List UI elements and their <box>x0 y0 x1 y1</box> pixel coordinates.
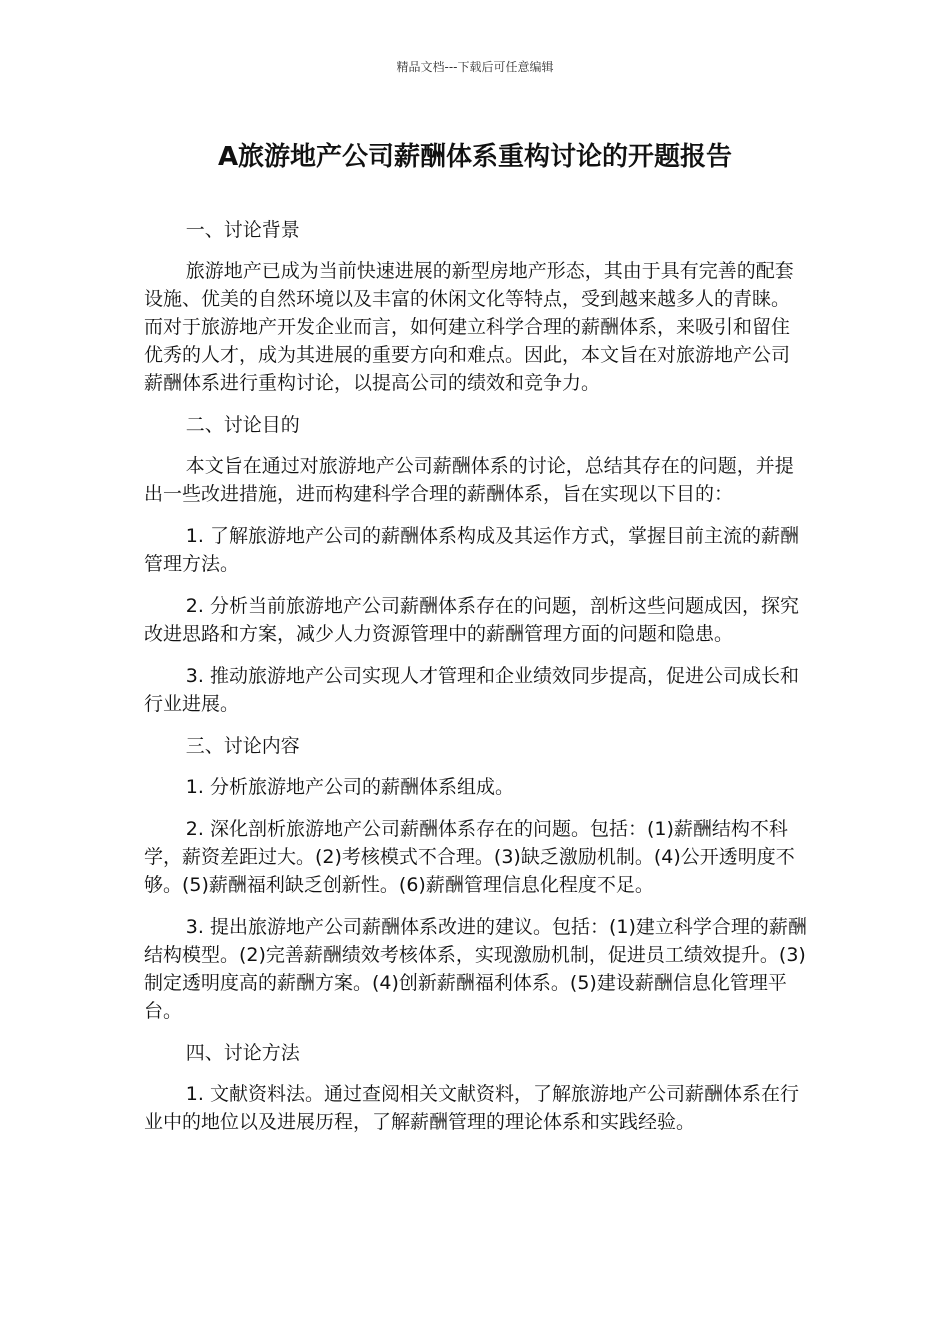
section-heading: 二、讨论目的 <box>185 414 300 436</box>
document-body <box>144 216 808 1150</box>
paragraph: 旅游地产已成为当前快速进展的新型房地产形态，其由于具有完善的配套设施、优美的自然环境以及丰富的休闲文化等特点，受到越来越多人的青睐。而对于旅游地产开发企业而言，如何建立科学合理的薪酬体系，来吸引和留住优秀的人才，成为其进展的重要方向和难点。因此，本文旨在对旅游地产公司薪酬体系进行重构讨论，以提高公司的绩效和竞争力。 <box>144 260 794 394</box>
list-item: 1. 分析旅游地产公司的薪酬体系组成。 <box>185 776 514 798</box>
list-item: 1. 文献资料法。通过查阅相关文献资料，了解旅游地产公司薪酬体系在行业中的地位以及进展历程，了解薪酬管理的理论体系和实践经验。 <box>144 1083 799 1133</box>
section-heading: 三、讨论内容 <box>185 735 300 757</box>
list-item: 2. 深化剖析旅游地产公司薪酬体系存在的问题。包括：(1)薪酬结构不科学，薪资差距过大。(2)考核模式不合理。(3)缺乏激励机制。(4)公开透明度不够。(5)薪酬福利缺乏创新性。(6)薪酬管理信息化程度不足。 <box>144 818 795 896</box>
section-heading: 四、讨论方法 <box>185 1042 300 1064</box>
list-item: 2. 分析当前旅游地产公司薪酬体系存在的问题，剖析这些问题成因，探究改进思路和方案，减少人力资源管理中的薪酬管理方面的问题和隐患。 <box>144 595 799 645</box>
paragraph: 本文旨在通过对旅游地产公司薪酬体系的讨论，总结其存在的问题，并提出一些改进措施，进而构建科学合理的薪酬体系，旨在实现以下目的： <box>144 455 794 505</box>
document-title: A旅游地产公司薪酬体系重构讨论的开题报告 <box>217 142 733 172</box>
list-item: 3. 提出旅游地产公司薪酬体系改进的建议。包括：(1)建立科学合理的薪酬结构模型。(2)完善薪酬绩效考核体系，实现激励机制，促进员工绩效提升。(3)制定透明度高的薪酬方案。(4)创新薪酬福利体系。(5)建设薪酬信息化管理平台。 <box>144 916 807 1022</box>
page-header: 精品文档---下载后可任意编辑 <box>396 60 554 74</box>
section-heading: 一、讨论背景 <box>185 219 300 241</box>
list-item: 3. 推动旅游地产公司实现人才管理和企业绩效同步提高，促进公司成长和行业进展。 <box>144 665 799 715</box>
list-item: 1. 了解旅游地产公司的薪酬体系构成及其运作方式，掌握目前主流的薪酬管理方法。 <box>144 525 799 575</box>
